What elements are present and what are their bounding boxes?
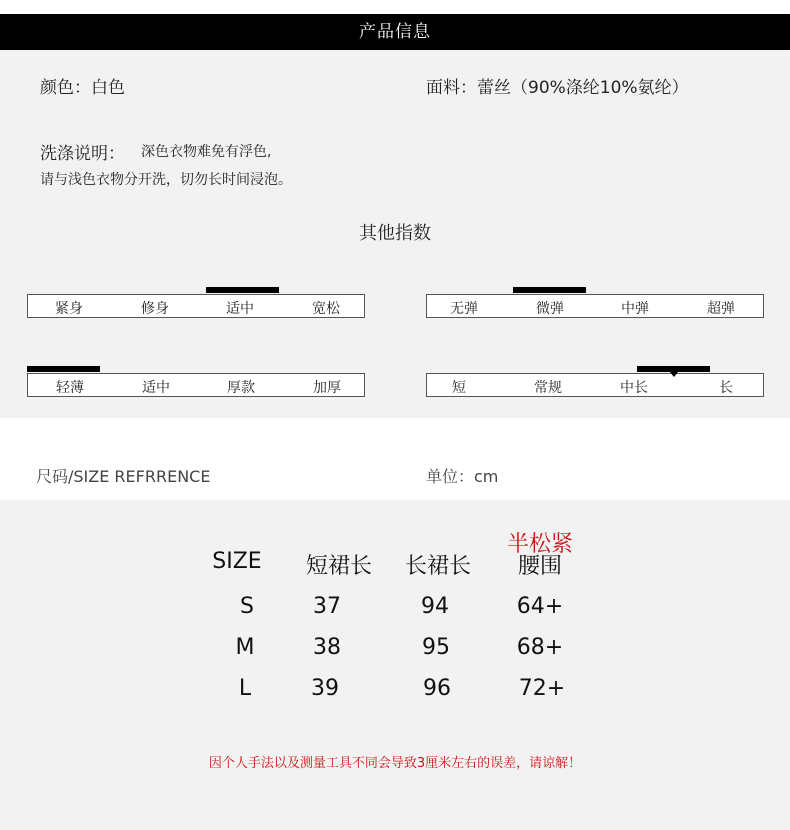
elasticity-selected-marker	[513, 287, 586, 293]
top-strip	[0, 0, 790, 14]
fit-selected-marker	[206, 287, 279, 293]
table-cell: 37	[313, 594, 341, 619]
table-cell: 95	[422, 635, 450, 660]
size-table-panel	[0, 500, 790, 830]
other-indices-title: 其他指数	[359, 223, 431, 244]
thickness-option-label: 轻薄	[56, 380, 84, 396]
length-selected-marker	[637, 366, 710, 372]
table-cell: 96	[423, 676, 451, 701]
wash-line-2: 请与浅色衣物分开洗，切勿长时间浸泡。	[40, 172, 292, 188]
length-option-label: 常规	[534, 380, 562, 396]
wash-line-1: 深色衣物难免有浮色,	[141, 144, 272, 160]
fabric-info: 面料：蕾丝（90%涤纶10%氨纶）	[426, 78, 689, 98]
elasticity-option-label: 微弹	[536, 301, 564, 317]
size-header-strip	[0, 418, 790, 500]
column-header-size: SIZE	[212, 549, 262, 574]
table-cell: L	[238, 676, 252, 701]
measurement-disclaimer: 因个人手法以及测量工具不同会导致3厘米左右的误差，请谅解！	[208, 756, 582, 771]
unit-label: 单位：cm	[426, 467, 499, 486]
column-header-short-skirt-length: 短裙长	[305, 554, 373, 579]
thickness-option-label: 加厚	[313, 380, 341, 396]
wash-label: 洗涤说明：	[40, 144, 125, 164]
length-option-label: 长	[719, 380, 733, 396]
thickness-selected-marker	[27, 366, 100, 372]
color-info: 颜色：白色	[40, 78, 125, 98]
waist-elastic-note: 半松紧	[506, 532, 574, 557]
fit-option-label: 修身	[141, 301, 169, 317]
length-scale	[426, 373, 764, 397]
elasticity-option-label: 超弹	[707, 301, 735, 317]
thickness-option-label: 厚款	[227, 380, 255, 396]
fit-option-label: 适中	[226, 301, 254, 317]
table-cell: 94	[421, 594, 449, 619]
table-cell: S	[240, 594, 254, 619]
table-cell: 68+	[516, 635, 564, 660]
elasticity-option-label: 无弹	[450, 301, 478, 317]
table-cell: M	[235, 635, 255, 660]
table-cell: 64+	[516, 594, 564, 619]
thickness-scale	[27, 373, 365, 397]
thickness-option-label: 适中	[142, 380, 170, 396]
fit-option-label: 紧身	[55, 301, 83, 317]
table-cell: 39	[311, 676, 339, 701]
page-title: 产品信息	[359, 22, 431, 42]
length-option-label: 中长	[620, 380, 648, 396]
table-cell: 72+	[518, 676, 566, 701]
table-cell: 38	[313, 635, 341, 660]
fit-option-label: 宽松	[312, 301, 340, 317]
elasticity-scale	[426, 294, 764, 318]
size-reference-title: 尺码/SIZE REFRRENCE	[36, 467, 211, 486]
length-option-label: 短	[452, 380, 466, 396]
fit-scale	[27, 294, 365, 318]
elasticity-option-label: 中弹	[621, 301, 649, 317]
column-header-waist: 腰围	[517, 554, 563, 579]
column-header-long-skirt-length: 长裙长	[404, 554, 472, 579]
